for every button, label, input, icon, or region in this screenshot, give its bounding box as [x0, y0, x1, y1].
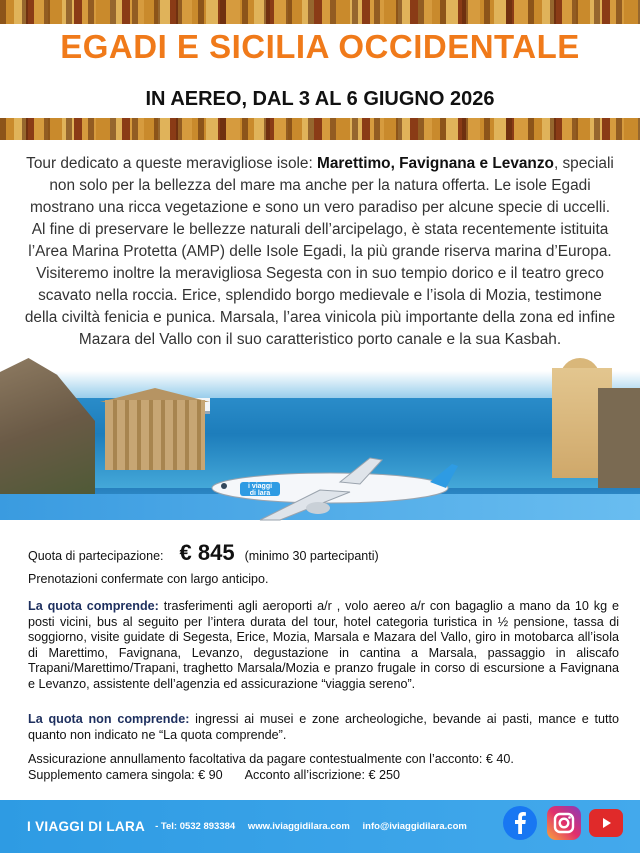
price-row	[28, 540, 618, 566]
email-link[interactable]: info@iviaggidilara.com	[362, 821, 467, 832]
booking-note: Prenotazioni confermate con largo anticipo.	[28, 572, 269, 586]
airplane-graphic	[200, 452, 460, 522]
contact-info	[155, 821, 477, 832]
intro-text-rest: , speciali non solo per la bellezza del mare ma anche per la natura offerta. Le isole Egadi mostrano una ricca vegetazione e sono un vero paradiso per alcune specie di uccelli. Al fine di preservare le bellezze naturali dell’arcipelago, è stata recentemente istituita l’Area Marina Protetta (AMP) delle Isole Egadi, la più grande riserva marina d’Europa. Visiteremo inoltre la meravigliosa Segesta con in suo tempio dorico e il teatro greco scavato nella roccia. Erice, splendido borgo medievale e l’isola di Mozia, testimone della civiltà fenicia e punica. Marsala, l’area vinicola più importante della zona ed infine Mazara del Vallo con il suo caratteristico porto canale e la sua Kasbah.	[24, 155, 616, 348]
deposit-note: Acconto all’iscrizione: € 250	[244, 767, 401, 782]
excludes-heading: La quota non comprende:	[28, 712, 190, 726]
price-label: Quota di partecipazione:	[28, 549, 164, 563]
price-minimum: (minimo 30 partecipanti)	[244, 549, 379, 563]
agency-name: I VIAGGI DI LARA	[27, 819, 146, 834]
intro-paragraph	[22, 153, 618, 351]
includes-text: trasferimenti agli aeroporti a/r , volo aereo a/r con bagaglio a mano da 10 kg e posti vicini, bus al seguito per l’intera durata del tour, hotel categoria turistica in ½ pensione, tassa di soggiorno, visite guidate di Segesta, Erice, Mozia, Marsala e Mazara del Vallo, giro in motobarca all’isola di Marettimo, Favignana, Levanzo, degustazione in cantina a Marsala, passaggio in aliscafo Trapani/Marettimo/Trapani, traghetto Marsala/Mozia e pranzo frugale in corso di escursione a Favignana e Levanzo, assistente dell’agenzia ed assicurazione “viaggia sereno”.	[28, 599, 619, 691]
segesta-temple	[105, 400, 205, 470]
extras-block	[28, 752, 514, 784]
single-room-supplement: Supplemento camera singola: € 90	[28, 767, 223, 782]
youtube-icon[interactable]	[589, 809, 623, 837]
page-title: EGADI E SICILIA OCCIDENTALE	[60, 28, 580, 65]
footer-bar	[0, 800, 640, 853]
facebook-icon[interactable]	[503, 806, 537, 840]
excludes-paragraph	[28, 712, 619, 743]
website-link[interactable]: www.iviaggidilara.com	[247, 821, 350, 832]
plane-logo-line2: di lara	[249, 490, 271, 497]
page-subtitle: IN AEREO, DAL 3 AL 6 GIUGNO 2026	[145, 88, 495, 110]
intro-islands: Marettimo, Favignana e Levanzo	[317, 155, 554, 172]
decorative-banner-top	[0, 0, 640, 24]
cliff-village	[0, 358, 95, 498]
intro-text-start: Tour dedicato a queste meravigliose isole:	[26, 155, 318, 172]
includes-heading: La quota comprende:	[28, 599, 159, 613]
rocky-coast	[598, 388, 640, 488]
plane-logo-line1: i viaggi	[247, 483, 273, 490]
supplements-row	[28, 768, 514, 784]
decorative-banner-middle	[0, 118, 640, 140]
excludes-text: ingressi ai musei e zone archeologiche, bevande ai pasti, mance e tutto quanto non indicato ne “La quota comprende”.	[28, 712, 619, 742]
phone-number: - Tel: 0532 893384	[155, 821, 236, 832]
instagram-icon[interactable]	[547, 806, 581, 840]
insurance-note: Assicurazione annullamento facoltativa da pagare contestualmente con l’acconto: € 40.	[28, 752, 514, 766]
price-value: € 845	[179, 540, 235, 565]
includes-paragraph	[28, 599, 619, 693]
